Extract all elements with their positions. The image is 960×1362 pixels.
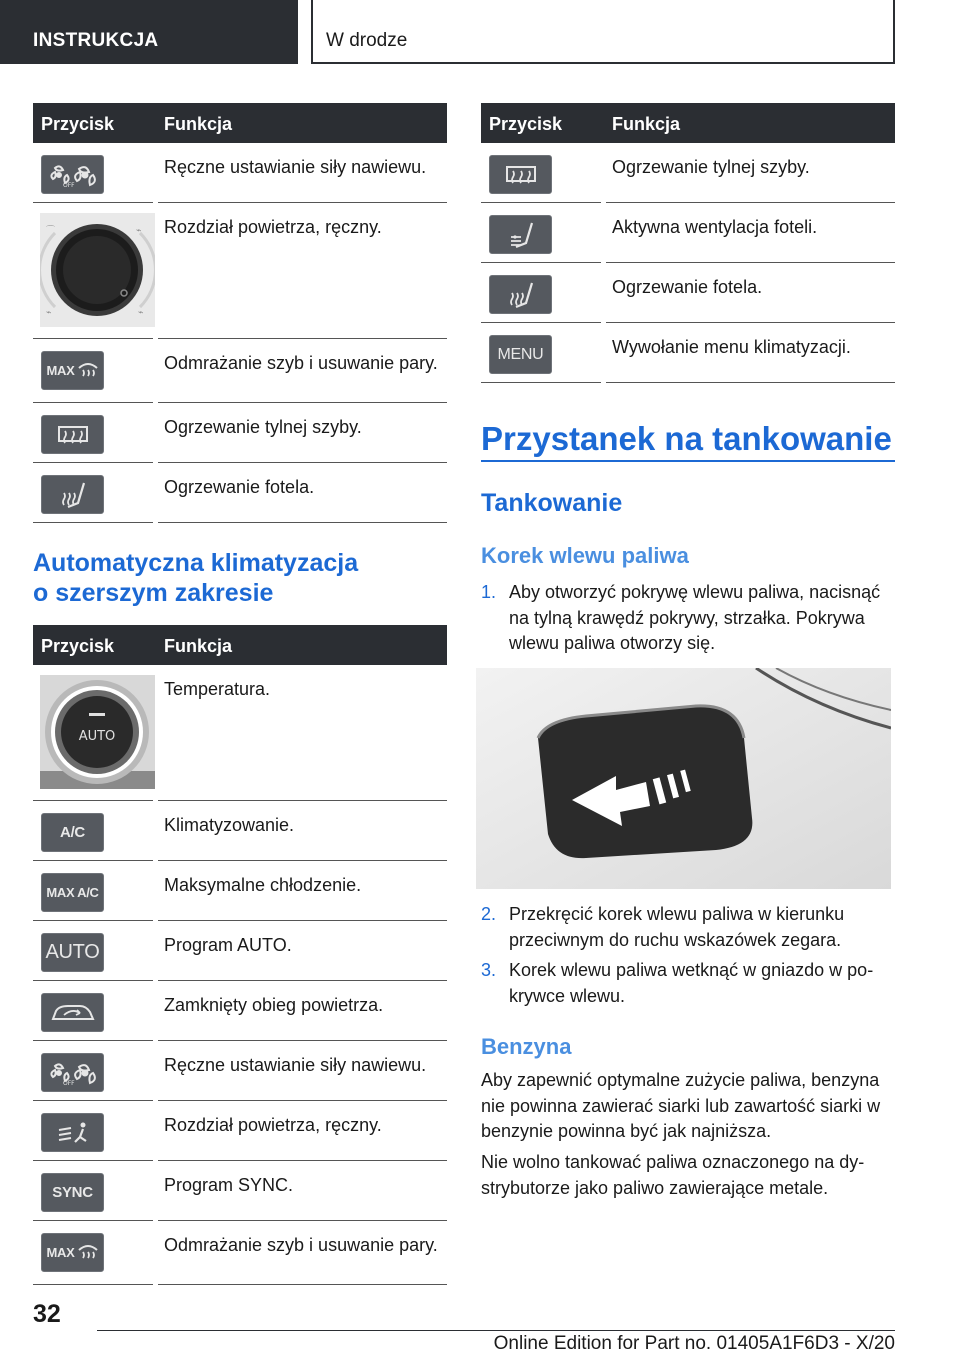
auto-button	[41, 933, 104, 972]
paragraph: Aby zapewnić optymalne zużycie paliwa, benzyna nie powinna zawierać siarki lub zawartość siarki w benzynie powinna być jak najniższa.	[481, 1070, 881, 1141]
function-text: Ręczne ustawianie siły nawiewu.	[164, 1055, 427, 1075]
function-text: Klimatyzowanie.	[164, 815, 295, 835]
subheading-fuel-cap: Korek wlewu paliwa	[481, 543, 689, 568]
chapter-heading-refuel: Przystanek na tankowanie	[481, 420, 892, 457]
auto-label: AUTO	[78, 729, 116, 744]
menu-button	[489, 335, 552, 374]
col-header-button: Przycisk	[41, 636, 115, 656]
seat-ventilation-icon	[489, 215, 552, 254]
menu-label: MENU	[497, 345, 544, 363]
section-heading-tankowanie: Tankowanie	[481, 489, 623, 517]
header-section-label: INSTRUKCJA	[33, 30, 159, 51]
header-section-tab	[0, 0, 298, 64]
table-auto-climate	[33, 625, 447, 1285]
col-header-function: Funkcja	[164, 636, 233, 656]
sync-button	[41, 1173, 104, 1212]
table-row	[481, 143, 895, 203]
fan-off-icon	[41, 155, 104, 194]
auto-label: AUTO	[45, 941, 100, 963]
table-row	[33, 339, 447, 403]
function-text: Odmrażanie szyb i usuwanie pary.	[164, 1235, 438, 1255]
table-header	[481, 103, 895, 143]
svg-text:OFF: OFF	[62, 1079, 75, 1087]
svg-text:⌁: ⌁	[138, 308, 144, 318]
table-row	[33, 981, 447, 1041]
header-chapter-label: W drodze	[326, 30, 408, 51]
table-header	[33, 625, 447, 665]
page-number: 32	[33, 1300, 61, 1328]
step-text: Korek wlewu paliwa wetknąć w gniazdo w pokrywce wlewu.	[509, 960, 874, 1006]
step-text: Przekręcić korek wlewu paliwa w kierunku przeciwnym do ruchu wskazówek zegara.	[509, 904, 845, 950]
ac-button	[41, 813, 104, 852]
function-text: Wywołanie menu klimatyzacji.	[612, 337, 851, 357]
sync-label: SYNC	[52, 1184, 93, 1201]
function-text: Zamknięty obieg powietrza.	[164, 995, 384, 1015]
col-header-button: Przycisk	[489, 114, 563, 134]
list-item	[481, 580, 895, 658]
header-chapter-tab	[311, 0, 895, 64]
table-row	[33, 1041, 447, 1101]
table-row	[481, 323, 895, 383]
function-text: Rozdział powietrza, ręczny.	[164, 1115, 382, 1135]
fuel-flap-photo	[476, 668, 891, 889]
table-row	[33, 1101, 447, 1161]
table-row	[33, 861, 447, 921]
svg-text:OFF: OFF	[62, 181, 75, 189]
function-text: Temperatura.	[164, 679, 271, 699]
list-item	[481, 958, 895, 1010]
col-header-function: Funkcja	[612, 114, 681, 134]
air-distribution-icon	[41, 1113, 104, 1152]
rear-defrost-icon	[489, 155, 552, 194]
function-text: Ogrzewanie fotela.	[164, 477, 315, 497]
table-row	[481, 263, 895, 323]
function-text: Program SYNC.	[164, 1175, 294, 1195]
table-row	[33, 921, 447, 981]
step-number: 3.	[481, 960, 497, 980]
function-text: Maksymalne chłodzenie.	[164, 875, 362, 895]
recirculation-icon	[41, 993, 104, 1032]
seat-heating-icon	[489, 275, 552, 314]
table-row	[33, 665, 447, 801]
air-distribution-knob	[40, 213, 155, 327]
section-heading-auto-climate	[33, 548, 358, 608]
table-row	[33, 203, 447, 339]
svg-text:⌁: ⌁	[46, 308, 52, 318]
list-item	[481, 902, 895, 954]
subheading-petrol: Benzyna	[481, 1034, 572, 1059]
table-row	[33, 801, 447, 861]
table-row	[33, 1161, 447, 1221]
paragraph: Nie wolno tankować paliwa oznaczonego na dystrybutorze jako paliwo zawierające metale.	[481, 1152, 865, 1198]
max-ac-button	[41, 873, 104, 912]
rear-defrost-icon	[41, 415, 104, 454]
table-row	[33, 1221, 447, 1285]
function-text: Ogrzewanie tylnej szyby.	[612, 157, 810, 177]
function-text: Aktywna wentylacja foteli.	[612, 217, 818, 237]
heading-line: Automatyczna klimatyzacja	[33, 549, 359, 577]
max-defrost-icon	[41, 1233, 104, 1272]
col-header-button: Przycisk	[41, 114, 115, 134]
max-label: MAX	[46, 363, 75, 378]
heading-line: o szerszym zakresie	[33, 579, 274, 607]
function-text: Ogrzewanie tylnej szyby.	[164, 417, 362, 437]
table-row	[33, 143, 447, 203]
table-row	[481, 203, 895, 263]
max-label: MAX	[46, 1245, 75, 1260]
step-number: 1.	[481, 582, 497, 602]
table-row	[33, 463, 447, 523]
ac-label: A/C	[60, 824, 85, 841]
max-ac-label: MAX A/C	[46, 885, 99, 900]
footer-rule	[97, 1330, 895, 1331]
heading-rule	[481, 460, 895, 462]
table-header	[33, 103, 447, 143]
seat-heating-icon	[41, 475, 104, 514]
table-row	[33, 403, 447, 463]
table-manual-climate	[33, 103, 447, 523]
footer-edition: Online Edition for Part no. 01405A1F6D3 - X/20	[493, 1333, 895, 1354]
max-defrost-icon	[41, 351, 104, 390]
step-number: 2.	[481, 904, 497, 924]
svg-text:⌒: ⌒	[46, 226, 56, 236]
function-text: Odmrażanie szyb i usuwanie pary.	[164, 353, 438, 373]
function-text: Program AUTO.	[164, 935, 292, 955]
function-text: Ogrzewanie fotela.	[612, 277, 763, 297]
table-climate-extra	[481, 103, 895, 383]
function-text: Rozdział powietrza, ręczny.	[164, 217, 382, 237]
fan-off-icon	[41, 1053, 104, 1092]
function-text: Ręczne ustawianie siły nawiewu.	[164, 157, 427, 177]
col-header-function: Funkcja	[164, 114, 233, 134]
temperature-knob	[40, 675, 155, 789]
step-text: Aby otworzyć pokrywę wlewu paliwa, nacisnąć na tylną krawędź pokrywy, strzałka. Pokrywa wlewu paliwa otworzy się.	[509, 582, 881, 653]
svg-text:⌁: ⌁	[136, 226, 142, 236]
